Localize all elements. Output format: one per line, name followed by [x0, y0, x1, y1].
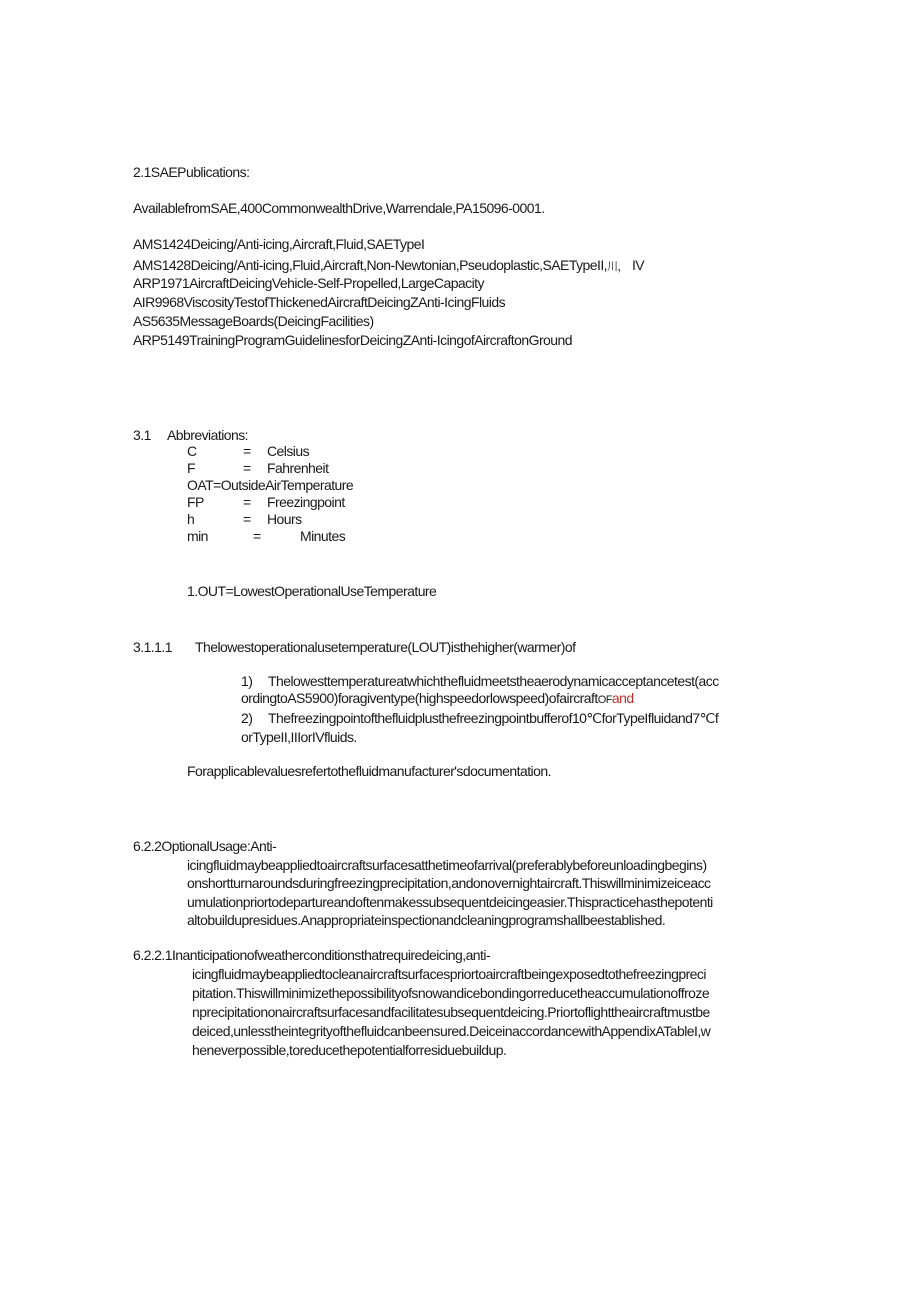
section-6-2-2-heading: 6.2.2OptionalUsage:Anti-	[133, 838, 277, 854]
abbreviation: min	[187, 528, 208, 544]
list-item-1-line: Thelowesttemperatureatwhichthefluidmeetstheaerodynamicacceptancetest(acc	[268, 673, 719, 689]
section-3-1-1-1-text: Thelowestoperationalusetemperature(LOUT)isthehigher(warmer)of	[195, 639, 576, 655]
reference-item-suffix: IV	[631, 257, 645, 273]
section-2-1-heading: 2.1SAEPublications:	[133, 164, 250, 180]
abbreviation-definition: Hours	[267, 511, 302, 527]
reference-item: AS5635MessageBoards(DeicingFacilities)	[133, 313, 374, 329]
abbreviation-definition: Minutes	[300, 528, 346, 544]
section-3-1-heading: Abbreviations:	[167, 427, 249, 443]
reference-item: ARP5149TrainingProgramGuidelinesforDeicingZAnti-IcingofAircraftonGround	[133, 332, 572, 348]
abbreviation-definition: Celsius	[267, 443, 310, 459]
list-item-1-line	[241, 689, 634, 709]
reference-item: AMS1424Deicing/Anti-icing,Aircraft,Fluid,SAETypeI	[133, 236, 425, 252]
paragraph-line: icingfluidmaybeappliedtoaircraftsurfacesatthetimeofarrival(preferablybeforeunloadingbegins)	[187, 857, 707, 873]
reference-item-text: AMS1428Deicing/Anti-icing,Fluid,Aircraft,Non-Newtonian,Pseudoplastic,SAETypeII,	[133, 257, 608, 273]
paragraph-line: deiced,unlesstheintegrityofthefluidcanbeensured.DeiceinaccordancewithAppendixATableI,w	[192, 1023, 711, 1039]
abbreviation: C	[187, 443, 197, 459]
equals-sign: =	[253, 528, 261, 544]
list-item-2-number: 2)	[241, 710, 253, 726]
manufacturer-note: Forapplicablevaluesrefertothefluidmanufacturer'sdocumentation.	[187, 763, 551, 779]
abbreviation: F	[187, 460, 196, 476]
equals-sign: =	[243, 460, 251, 476]
section-3-1-number: 3.1	[133, 427, 151, 443]
abbreviation-definition: Freezingpoint	[267, 494, 345, 510]
abbreviation: FP	[187, 494, 204, 510]
equals-sign: =	[243, 443, 251, 459]
paragraph-line: pitation.Thiswillminimizethepossibilityofsnowandicebondingorreducetheaccumulationoffroze	[192, 985, 710, 1001]
paragraph-line: onshortturnaroundsduringfreezingprecipitation,andonovernightaircraft.Thiswillminimizeiceacc	[187, 875, 711, 891]
list-item-2-line: Thefreezingpointofthefluidplusthefreezingpointbufferof10℃forTypeIfluidand7℃f	[268, 710, 719, 726]
paragraph-line: icingfluidmaybeappliedtocleanaircraftsurfacespriortoaircraftbeingexposedtothefreezingpreci	[192, 966, 706, 982]
reference-item: ARP1971AircraftDeicingVehicle-Self-Propelled,LargeCapacity	[133, 275, 484, 291]
section-3-1-1-1-number: 3.1.1.1	[133, 639, 172, 655]
availability-note: AvailablefromSAE,400CommonwealthDrive,Warrendale,PA15096-0001.	[133, 200, 545, 216]
abbreviation-full: OAT=OutsideAirTemperature	[187, 477, 354, 493]
lout-definition: 1.OUT=LowestOperationalUseTemperature	[187, 583, 437, 599]
section-6-2-2-1-heading: 6.2.2.1Inanticipationofweatherconditionsthatrequiredeicing,anti-	[133, 947, 491, 963]
equals-sign: =	[243, 494, 251, 510]
list-item-1-number: 1)	[241, 673, 253, 689]
paragraph-line: umulationpriortodepartureandoftenmakessubsequentdeicingeasier.Thispracticehasthepotenti	[187, 894, 713, 910]
reference-item: AIR9968ViscosityTestofThickenedAircraftDeicingZAnti-IcingFluids	[133, 294, 506, 310]
reference-item	[133, 256, 644, 276]
list-item-2-line: orTypeII,IIIorIVfluids.	[241, 729, 357, 745]
paragraph-line: heneverpossible,toreducethepotentialforresiduebuildup.	[192, 1042, 507, 1058]
abbreviation: h	[187, 511, 195, 527]
abbreviation-definition: Fahrenheit	[267, 460, 329, 476]
garbled-glyphs: 川，	[607, 261, 628, 273]
paragraph-line: altobuildupresidues.Anappropriateinspectionandcleaningprogramshallbeestablished.	[187, 912, 666, 928]
paragraph-line: nprecipitationonaircraftsurfacesandfacilitatesubsequentdeicing.Priortoflighttheaircraftmustbe	[192, 1004, 710, 1020]
small-caps-or: OF	[597, 694, 612, 706]
red-inserted-word: and	[611, 690, 634, 706]
list-item-1-text: ordingtoAS5900)foragiventype(highspeedorlowspeed)ofaircraft	[241, 690, 598, 706]
equals-sign: =	[243, 511, 251, 527]
